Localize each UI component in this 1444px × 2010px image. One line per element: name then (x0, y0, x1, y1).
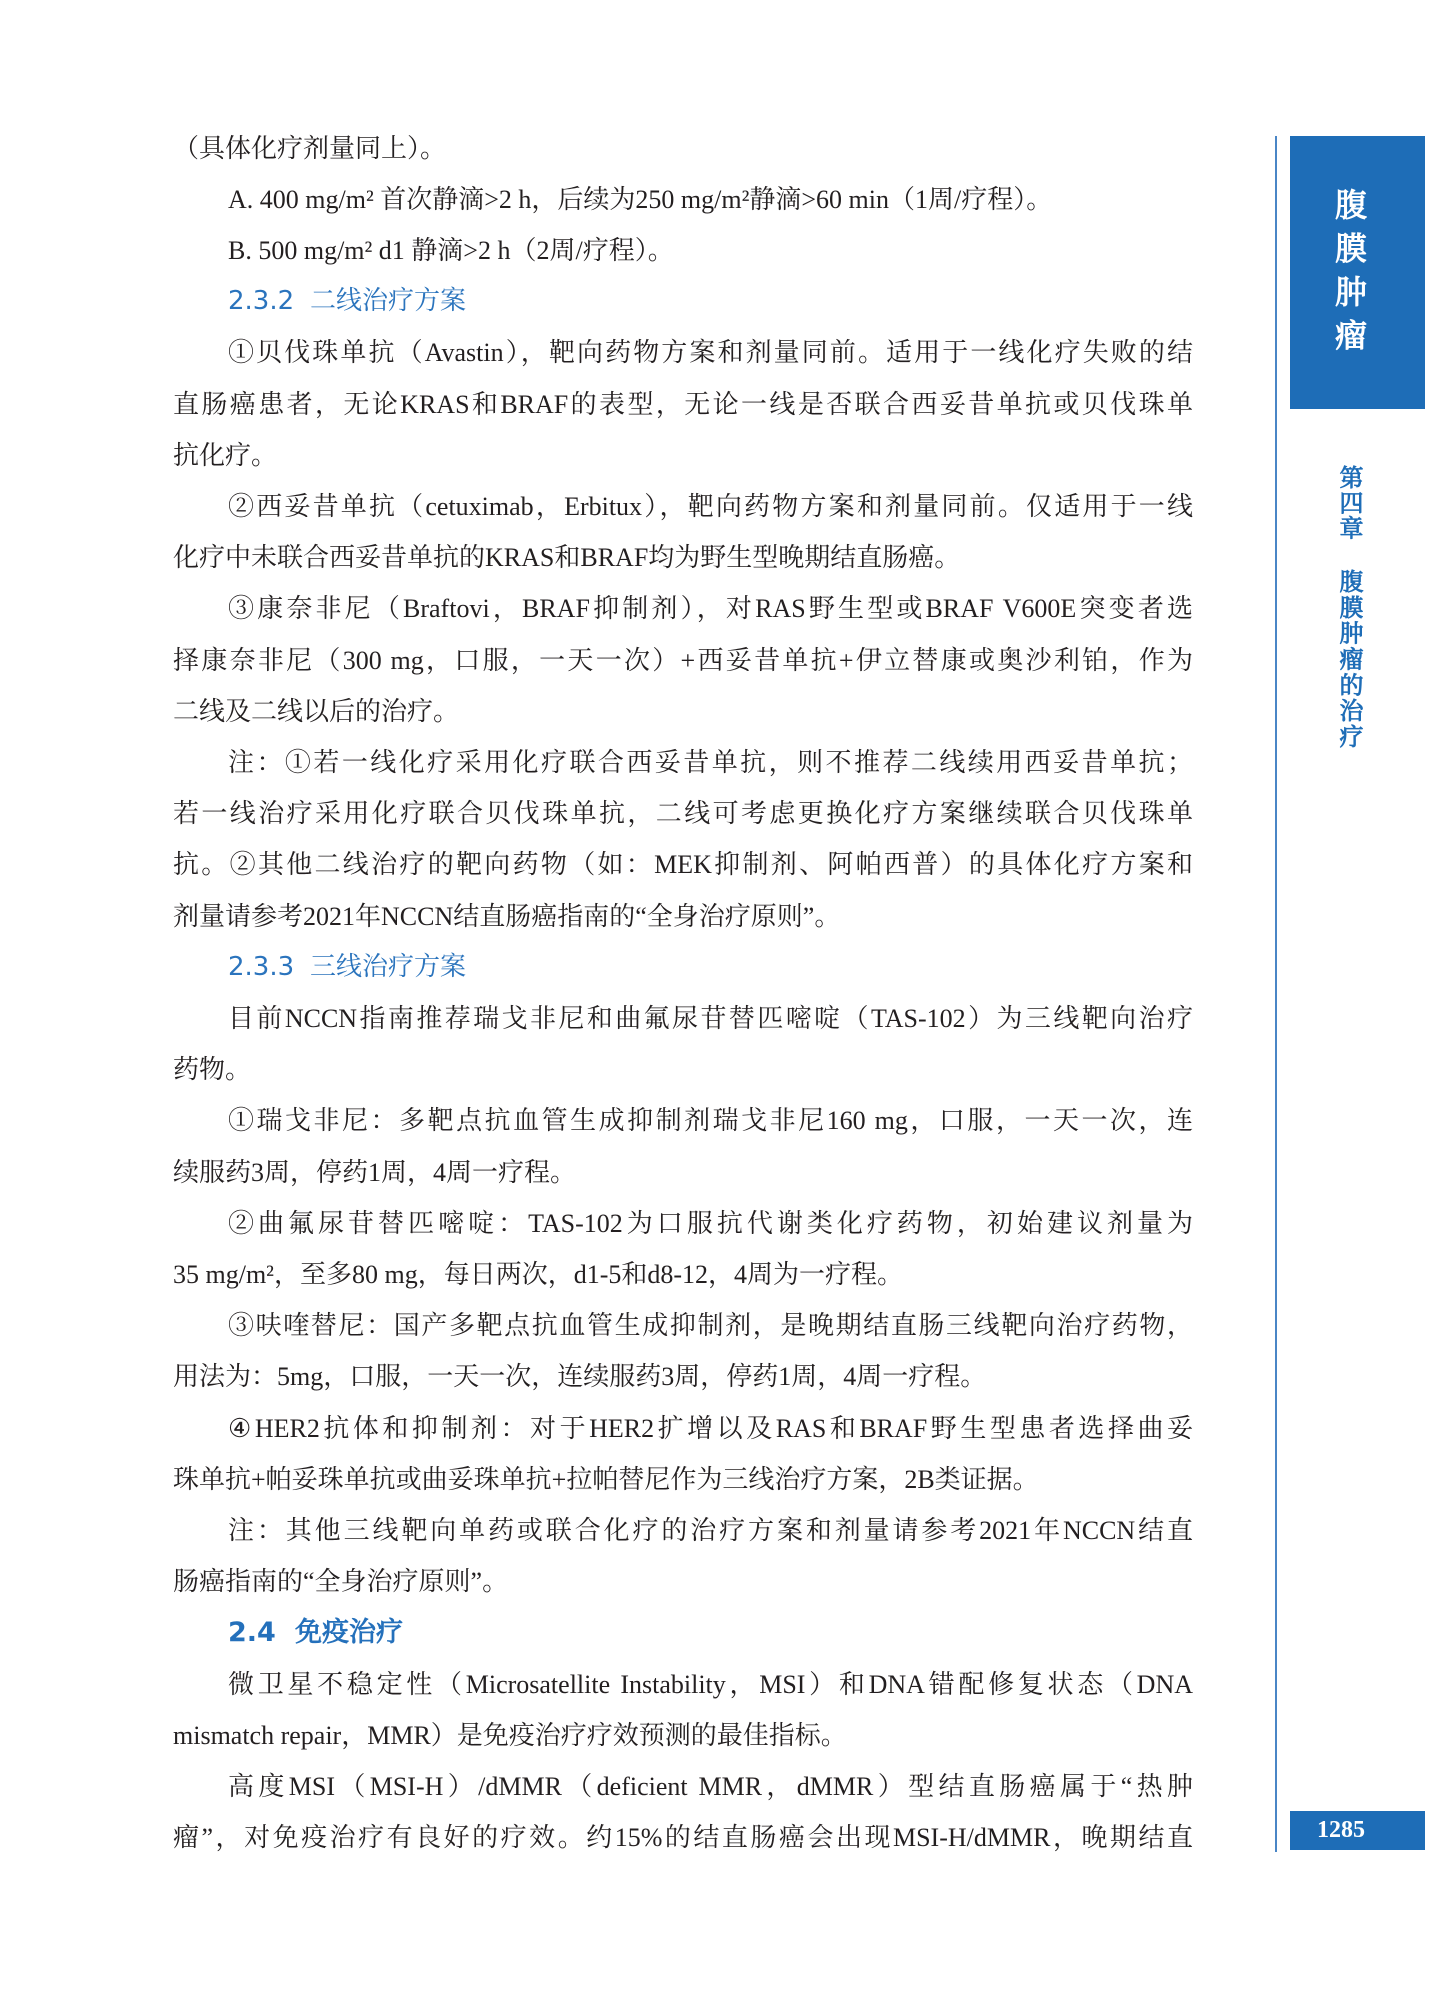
paragraph (173, 1403, 1193, 1505)
section-heading (228, 1607, 403, 1658)
text-line: 直肠癌患者，无论KRAS和BRAF的表型，无论一线是否联合西妥昔单抗或贝伐珠单 (173, 389, 1193, 419)
text-line: 珠单抗+帕妥珠单抗或曲妥珠单抗+拉帕替尼作为三线治疗方案，2B类证据。 (173, 1464, 1039, 1494)
text-line: 目前NCCN指南推荐瑞戈非尼和曲氟尿苷替匹嘧啶（TAS-102）为三线靶向治疗 (228, 1004, 1193, 1033)
paragraph (173, 225, 1193, 276)
section-heading (228, 276, 466, 327)
page-number: 1285 (1317, 1817, 1365, 1843)
text-line: 35 mg/m²，至多80 mg，每日两次，d1-5和d8-12，4周为一疗程。 (173, 1259, 904, 1289)
text-line: 注：①若一线化疗采用化疗联合西妥昔单抗，则不推荐二线续用西妥昔单抗； (228, 748, 1193, 777)
text-line: 注：其他三线靶向单药或联合化疗的治疗方案和剂量请参考2021年NCCN结直 (228, 1516, 1193, 1545)
section-title: 三线治疗方案 (310, 951, 467, 982)
paragraph (173, 327, 1193, 481)
paragraph (173, 1300, 1193, 1402)
text-line: 微卫星不稳定性（Microsatellite Instability，MSI）和DNA错配修复状态（DNA (228, 1669, 1193, 1699)
paragraph (173, 1505, 1193, 1607)
section-heading (228, 942, 466, 993)
paragraph (173, 481, 1193, 583)
text-line: 肠癌指南的“全身治疗原则”。 (173, 1567, 509, 1597)
text-line: 二线及二线以后的治疗。 (173, 696, 460, 726)
text-line: A. 400 mg/m² 首次静滴>2 h，后续为250 mg/m²静滴>60 min（1周/疗程）。 (228, 184, 1053, 214)
chapter-title-label: 腹膜肿瘤的治疗 (1335, 569, 1363, 750)
paragraph (173, 583, 1193, 737)
text-line: 若一线治疗采用化疗联合贝伐珠单抗，二线可考虑更换化疗方案继续联合贝伐珠单 (173, 799, 1193, 829)
paragraph (173, 1095, 1193, 1197)
paragraph (173, 174, 1193, 225)
margin-rule (1275, 136, 1277, 1852)
text-line: ③呋喹替尼：国产多靶点抗血管生成抑制剂，是晚期结直肠三线靶向治疗药物， (228, 1311, 1193, 1341)
chapter-number-label: 第四章 (1335, 465, 1363, 541)
text-line: ④HER2抗体和抑制剂：对于HER2扩增以及RAS和BRAF野生型患者选择曲妥 (228, 1413, 1193, 1443)
text-line: ②西妥昔单抗（cetuximab，Erbitux），靶向药物方案和剂量同前。仅适用于一线 (228, 492, 1193, 521)
paragraph (173, 737, 1193, 942)
section-tab-label: 腹膜肿瘤 (1330, 188, 1368, 362)
text-line: B. 500 mg/m² d1 静滴>2 h（2周/疗程）。 (228, 236, 674, 265)
text-line: 抗化疗。 (173, 440, 278, 470)
section-title: 免疫治疗 (295, 1617, 403, 1649)
paragraph (173, 993, 1193, 1095)
text-line: 抗。②其他二线治疗的靶向药物（如：MEK抑制剂、阿帕西普）的具体化疗方案和 (173, 850, 1193, 880)
text-line: 续服药3周，停药1周，4周一疗程。 (173, 1157, 577, 1187)
text-line: mismatch repair，MMR）是免疫治疗疗效预测的最佳指标。 (173, 1720, 847, 1750)
text-line: ②曲氟尿苷替匹嘧啶：TAS-102为口服抗代谢类化疗药物，初始建议剂量为 (228, 1208, 1193, 1238)
text-line: ③康奈非尼（Braftovi，BRAF抑制剂），对RAS野生型或BRAF V600E突变者选 (228, 594, 1193, 624)
paragraph (173, 1659, 1193, 1761)
text-line: 用法为：5mg，口服，一天一次，连续服药3周，停药1周，4周一疗程。 (173, 1362, 987, 1392)
text-line: ①瑞戈非尼：多靶点抗血管生成抑制剂瑞戈非尼160 mg，口服，一天一次，连 (228, 1106, 1193, 1136)
section-title: 二线治疗方案 (310, 286, 467, 317)
text-line: （具体化疗剂量同上）。 (173, 133, 447, 163)
text-line: 剂量请参考2021年NCCN结直肠癌指南的“全身治疗原则”。 (173, 901, 841, 931)
section-number: 2.3.2 (228, 286, 295, 317)
paragraph (173, 1198, 1193, 1300)
text-line: 择康奈非尼（300 mg，口服，一天一次）+西妥昔单抗+伊立替康或奥沙利铂，作为 (173, 645, 1193, 675)
text-line: 药物。 (173, 1055, 252, 1085)
text-line: 化疗中未联合西妥昔单抗的KRAS和BRAF均为野生型晚期结直肠癌。 (173, 543, 961, 573)
paragraph (173, 123, 1193, 174)
section-number: 2.4 (228, 1617, 276, 1649)
text-line: 高度MSI（MSI-H）/dMMR（deficient MMR，dMMR）型结直肠癌属于“热肿 (228, 1772, 1193, 1801)
text-line: ①贝伐珠单抗（Avastin），靶向药物方案和剂量同前。适用于一线化疗失败的结 (228, 338, 1193, 368)
text-line: 瘤”，对免疫治疗有良好的疗效。约15%的结直肠癌会出现MSI-H/dMMR，晚期结直 (173, 1823, 1193, 1853)
section-number: 2.3.3 (228, 951, 295, 982)
paragraph (173, 1761, 1193, 1863)
page-number-box (1290, 1811, 1425, 1850)
